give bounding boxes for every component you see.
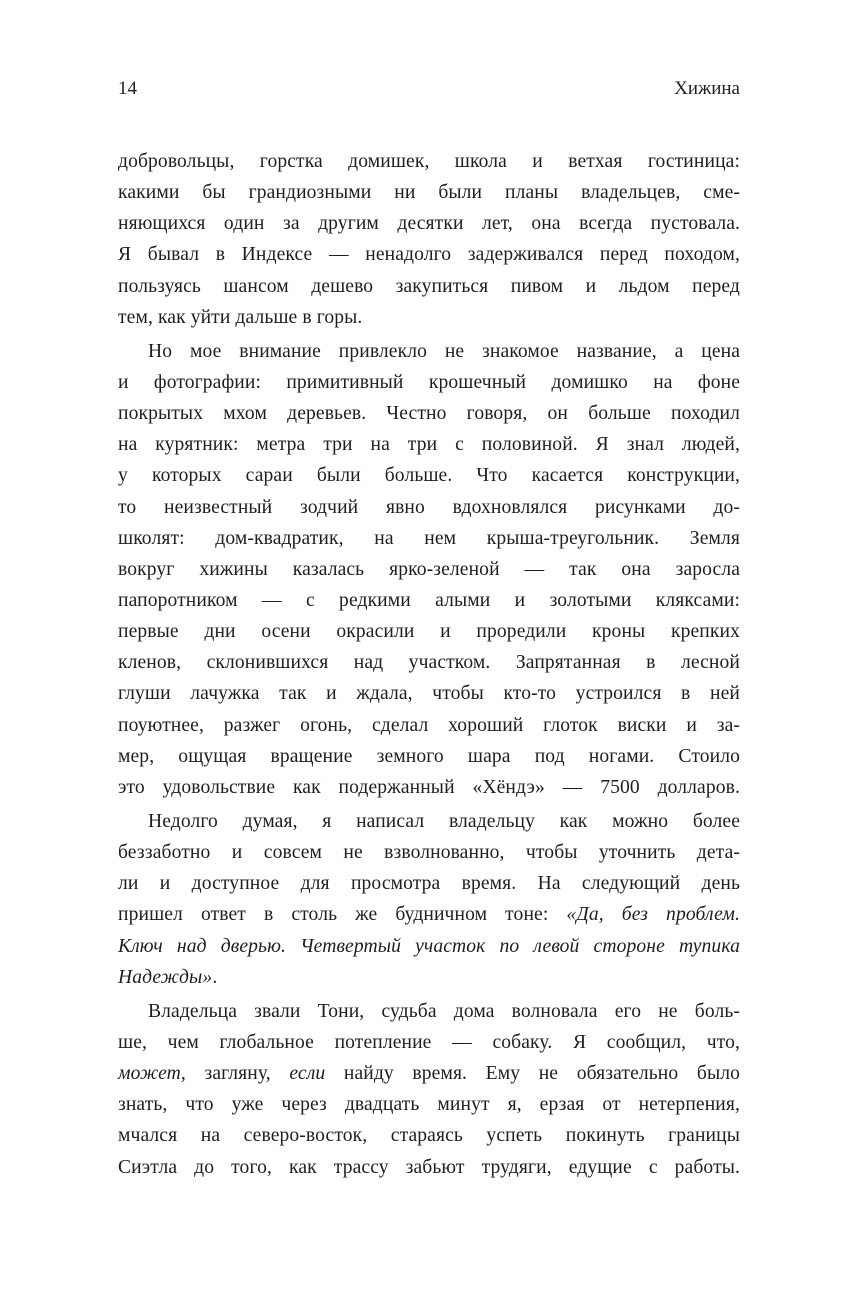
text-segment: кленов, склонившихся над участком. Запрятанная в лесной (118, 652, 740, 674)
text-line (118, 1089, 740, 1120)
text-segment: покрытых мхом деревьев. Честно говоря, он больше походил (118, 403, 740, 425)
text-line (118, 271, 740, 302)
text-line (118, 460, 740, 491)
text-line (118, 554, 740, 585)
text-line (118, 899, 740, 930)
italic-text: если (289, 1063, 326, 1085)
text-line (118, 806, 740, 837)
italic-text: Ключ над дверью. Четвертый участок по левой стороне тупика (118, 935, 740, 957)
text-line (118, 492, 740, 523)
text-segment: Владельца звали Тони, судьба дома волновала его не боль- (148, 1000, 740, 1022)
text-line (118, 336, 740, 367)
text-segment: найду время. Ему не обязательно было (325, 1063, 740, 1085)
text-line (118, 523, 740, 554)
text-line (118, 429, 740, 460)
text-segment: глуши лачужка так и ждала, чтобы кто-то устроился в ней (118, 683, 740, 705)
text-line (118, 931, 740, 962)
text-segment: папоротником — с редкими алыми и золотыми кляксами: (118, 589, 740, 611)
text-segment: поуютнее, разжег огонь, сделал хороший глоток виски и за- (118, 714, 740, 736)
text-segment: ше, чем глобальное потепление — собаку. Я сообщил, что, (118, 1031, 740, 1053)
text-line (118, 616, 740, 647)
text-line (118, 177, 740, 208)
text-segment: Сиэтла до того, как трассу забьют трудяги, едущие с работы. (118, 1156, 740, 1178)
text-line (118, 398, 740, 429)
text-line (118, 710, 740, 741)
text-line (118, 868, 740, 899)
text-segment: добровольцы, горстка домишек, школа и ветхая гостиница: (118, 151, 740, 172)
text-segment: мер, ощущая вращение земного шара под ногами. Стоило (118, 745, 740, 767)
text-segment: это удовольствие как подержанный «Хёндэ» — 7500 долларов. (118, 776, 740, 798)
text-line (118, 678, 740, 709)
text-line (118, 996, 740, 1027)
text-segment: Я бывал в Индексе — ненадолго задерживался перед походом, (118, 244, 740, 266)
text-segment: тем, как уйти дальше в горы. (118, 306, 363, 328)
text-line (118, 1152, 740, 1183)
body-text (118, 146, 740, 1183)
text-line (118, 1120, 740, 1151)
text-segment: какими бы грандиозными ни были планы владельцев, сме- (118, 182, 740, 204)
text-line (118, 1027, 740, 1058)
text-segment: первые дни осени окрасили и проредили кроны крепких (118, 621, 740, 643)
text-segment: пришел ответ в столь же будничном тоне: (118, 904, 567, 926)
page-number: 14 (118, 78, 137, 99)
text-segment: школят: дом-квадратик, на нем крыша-треугольник. Земля (118, 527, 740, 549)
text-segment: , загляну, (180, 1063, 290, 1085)
italic-text: может (118, 1063, 181, 1085)
text-segment: мчался на северо-восток, стараясь успеть покинуть границы (118, 1125, 740, 1147)
text-line (118, 302, 740, 333)
text-segment: ли и доступное для просмотра время. На следующий день (118, 873, 740, 895)
italic-text: «Да, без проблем. (566, 904, 740, 926)
text-line (118, 146, 740, 177)
italic-text: Надежды» (118, 966, 213, 988)
running-title: Хижина (674, 78, 740, 99)
text-segment: беззаботно и совсем не взволнованно, чтобы уточнить дета- (118, 842, 740, 864)
text-segment: знать, что уже через двадцать минут я, ерзая от нетерпения, (118, 1094, 740, 1116)
text-segment: Недолго думая, я написал владельцу как можно более (148, 810, 740, 832)
text-line (118, 962, 740, 993)
text-line (118, 239, 740, 270)
text-segment: на курятник: метра три на три с половиной. Я знал людей, (118, 434, 740, 456)
text-line (118, 741, 740, 772)
text-segment: и фотографии: примитивный крошечный домишко на фоне (118, 371, 740, 393)
text-segment: у которых сараи были больше. Что касается конструкции, (118, 465, 740, 487)
text-line (118, 585, 740, 616)
text-line (118, 367, 740, 398)
text-segment: Но мое внимание привлекло не знакомое название, а цена (148, 340, 740, 362)
text-line (118, 208, 740, 239)
text-line (118, 647, 740, 678)
text-segment: няющихся один за другим десятки лет, она всегда пустовала. (118, 213, 740, 235)
text-segment: то неизвестный зодчий явно вдохновлялся рисунками до- (118, 496, 740, 518)
text-segment: вокруг хижины казалась ярко-зеленой — так она заросла (118, 558, 740, 580)
text-line (118, 837, 740, 868)
text-segment: пользуясь шансом дешево закупиться пивом и льдом перед (118, 275, 740, 297)
text-line (118, 1058, 740, 1089)
text-segment: . (212, 966, 218, 988)
text-line (118, 772, 740, 803)
